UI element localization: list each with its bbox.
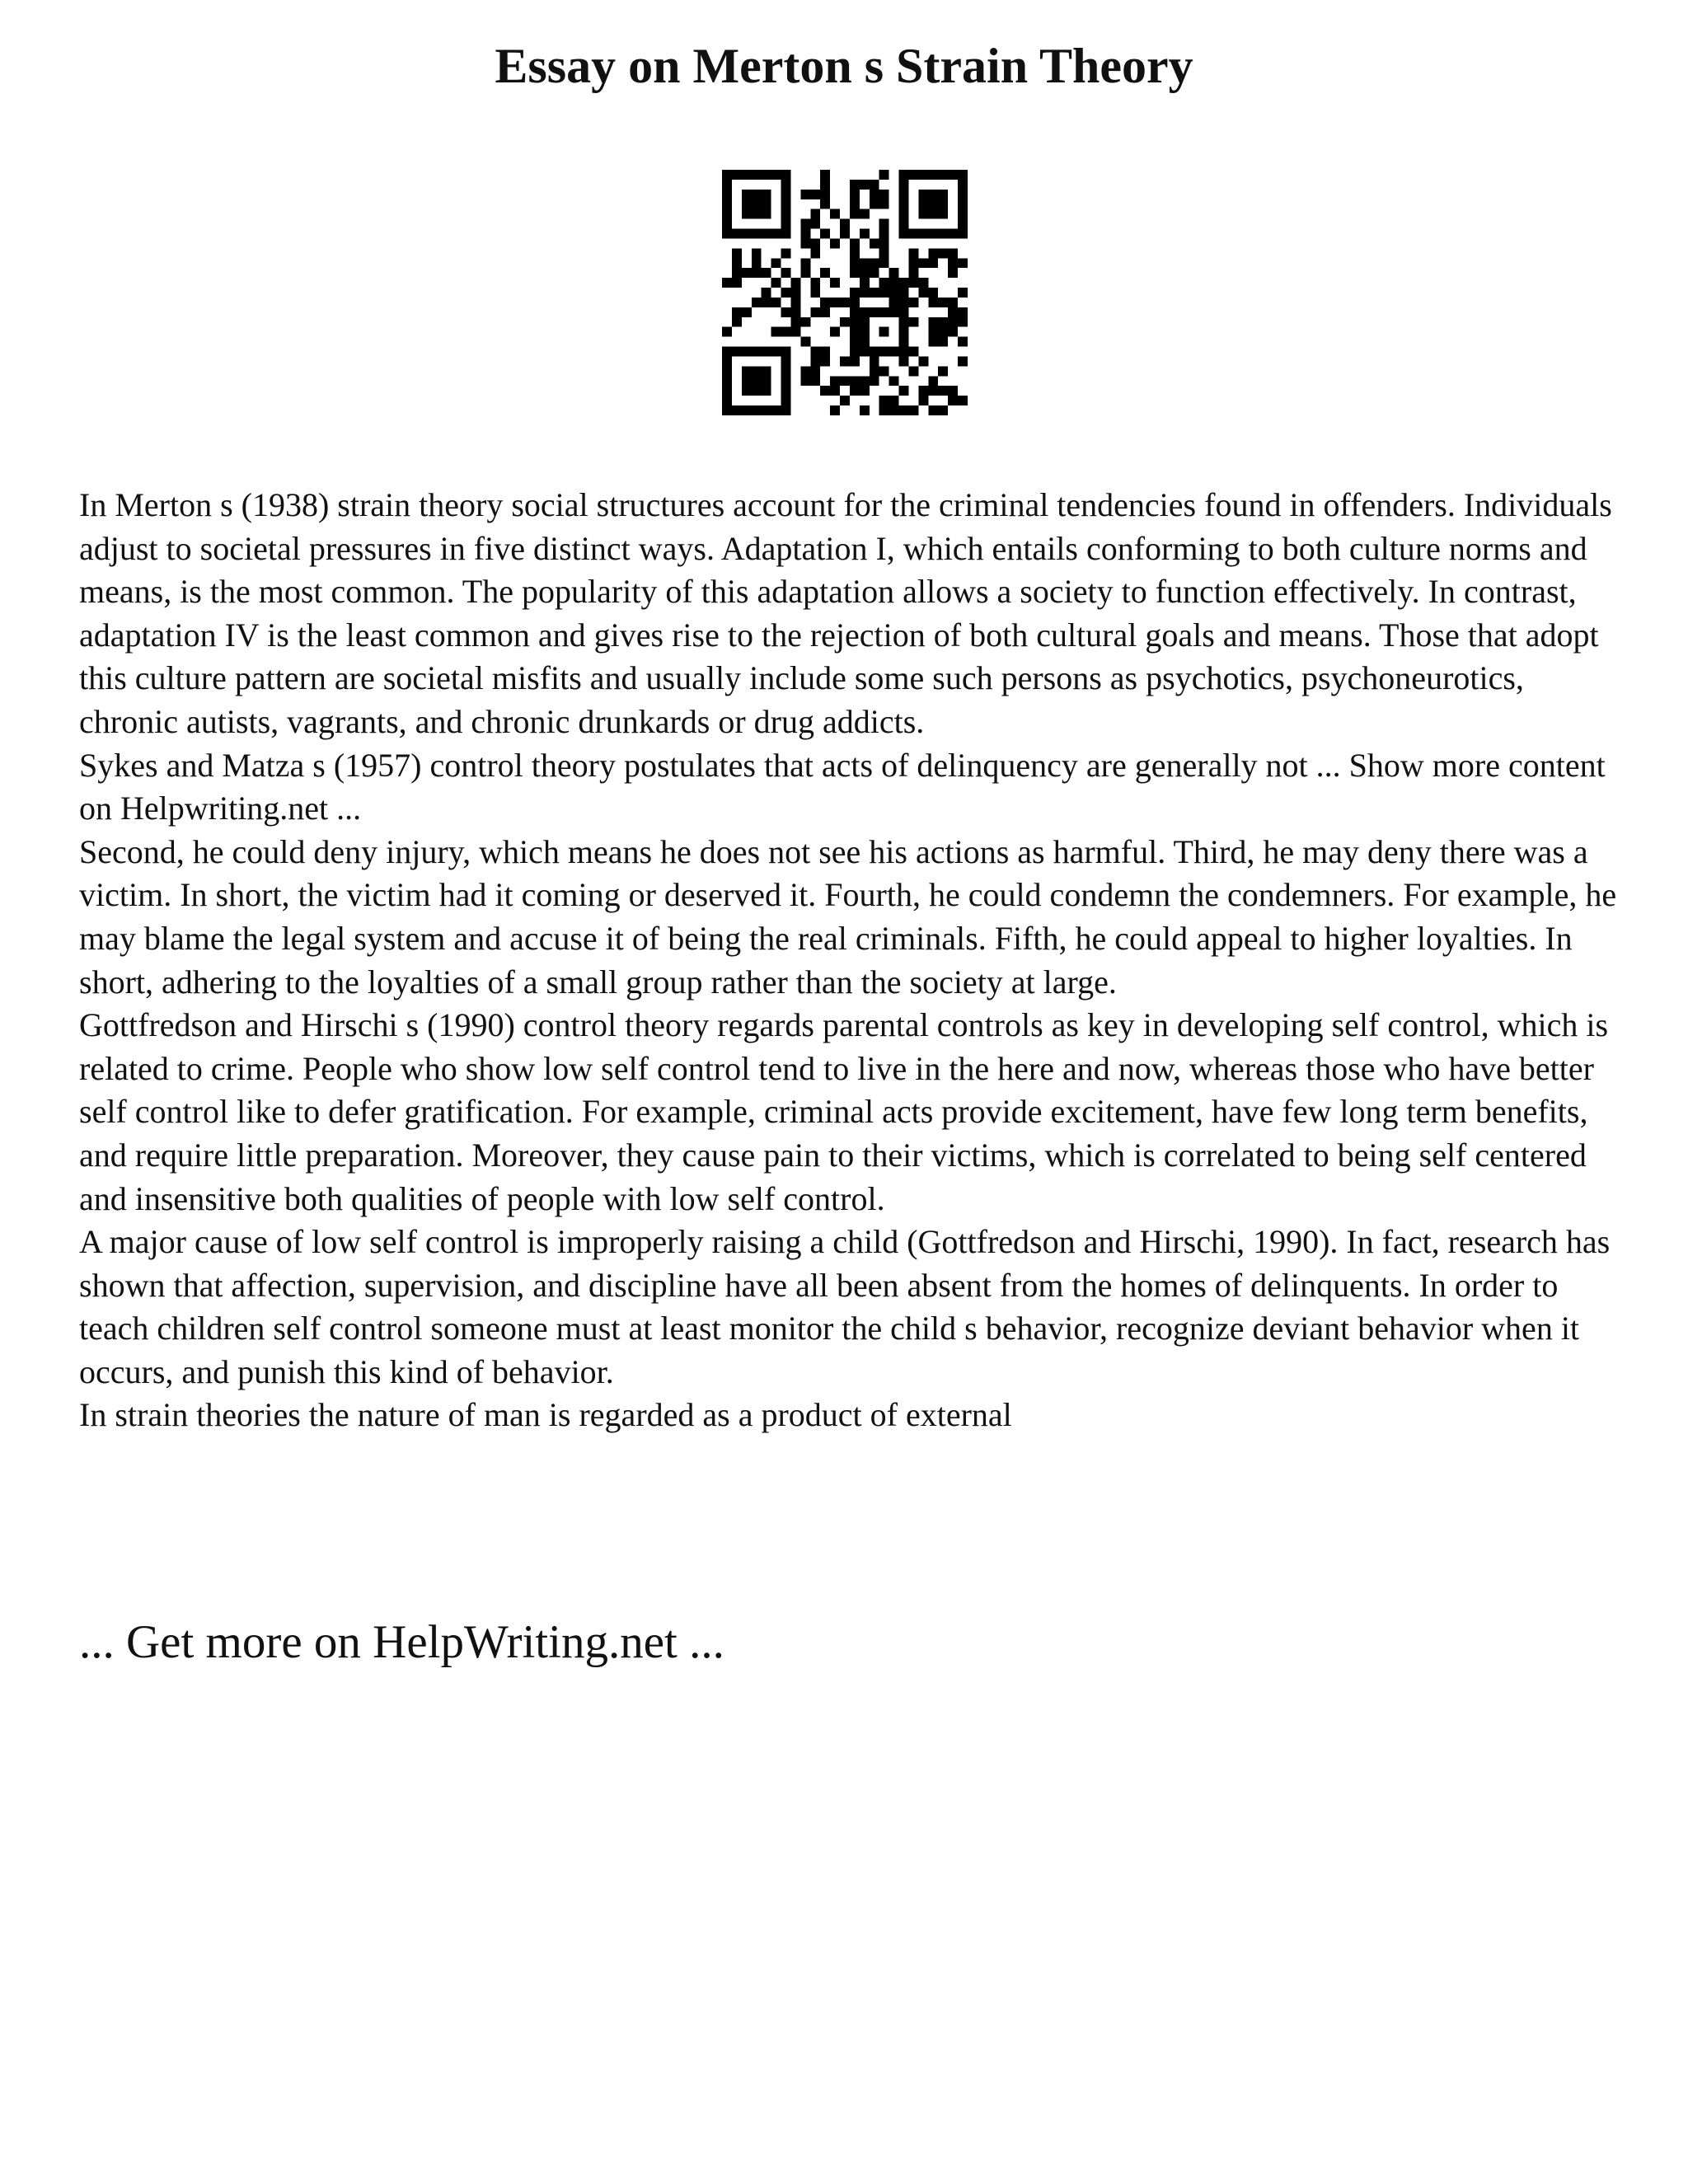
document-title: Essay on Merton s Strain Theory xyxy=(495,39,1193,93)
paragraph-self-control: A major cause of low self control is improperly raising a child (Gottfredson and Hirschi, 1990). In fact, research has shown that affection, supervision, and discipline have all been absent from the homes of delinquents. In order to teach children self control someone must at least monitor the child s behavior, recognize deviant behavior when it occurs, and punish this kind of behavior. xyxy=(79,1223,1611,1390)
paragraph-merton: In Merton s (1938) strain theory social structures account for the criminal tendencies found in offenders. Individuals adjust to societal pressures in five distinct ways. Adaptation I, which entails conforming to both culture norms and means, is the most common. The popularity of this adaptation allows a society to function effectively. In contrast, adaptation IV is the least common and gives rise to the rejection of both cultural goals and means. Those that adopt this culture pattern are societal misfits and usually include some such persons as psychotics, psychoneurotics, chronic autists, vagrants, and chronic drunkards or drug addicts. xyxy=(79,486,1612,740)
essay-body xyxy=(79,484,1629,1437)
paragraph-sykes-matza: Sykes and Matza s (1957) control theory postulates that acts of delinquency are generally not ... Show more content on Helpwriting.net ... xyxy=(79,746,1606,827)
paragraph-neutralization: Second, he could deny injury, which means he does not see his actions as harmful. Third, he may deny there was a victim. In short, the victim had it coming or deserved it. Fourth, he could condemn the condemners. For example, he may blame the legal system and accuse it of being the real criminals. Fifth, he could appeal to higher loyalties. In short, adhering to the loyalties of a small group rather than the society at large. xyxy=(79,832,1617,1001)
get-more-link[interactable]: ... Get more on HelpWriting.net ... xyxy=(79,1616,724,1668)
paragraph-strain-theories: In strain theories the nature of man is regarded as a product of external xyxy=(79,1396,1012,1434)
paragraph-gottfredson-hirschi: Gottfredson and Hirschi s (1990) control theory regards parental controls as key in developing self control, which is related to crime. People who show low self control tend to live in the here and now, whereas those who have better self control like to defer gratification. For example, criminal acts provide excitement, have few long term benefits, and require little preparation. Moreover, they cause pain to their victims, which is correlated to being self centered and insensitive both qualities of people with low self control. xyxy=(79,1006,1609,1217)
qr-code-icon xyxy=(722,170,968,415)
